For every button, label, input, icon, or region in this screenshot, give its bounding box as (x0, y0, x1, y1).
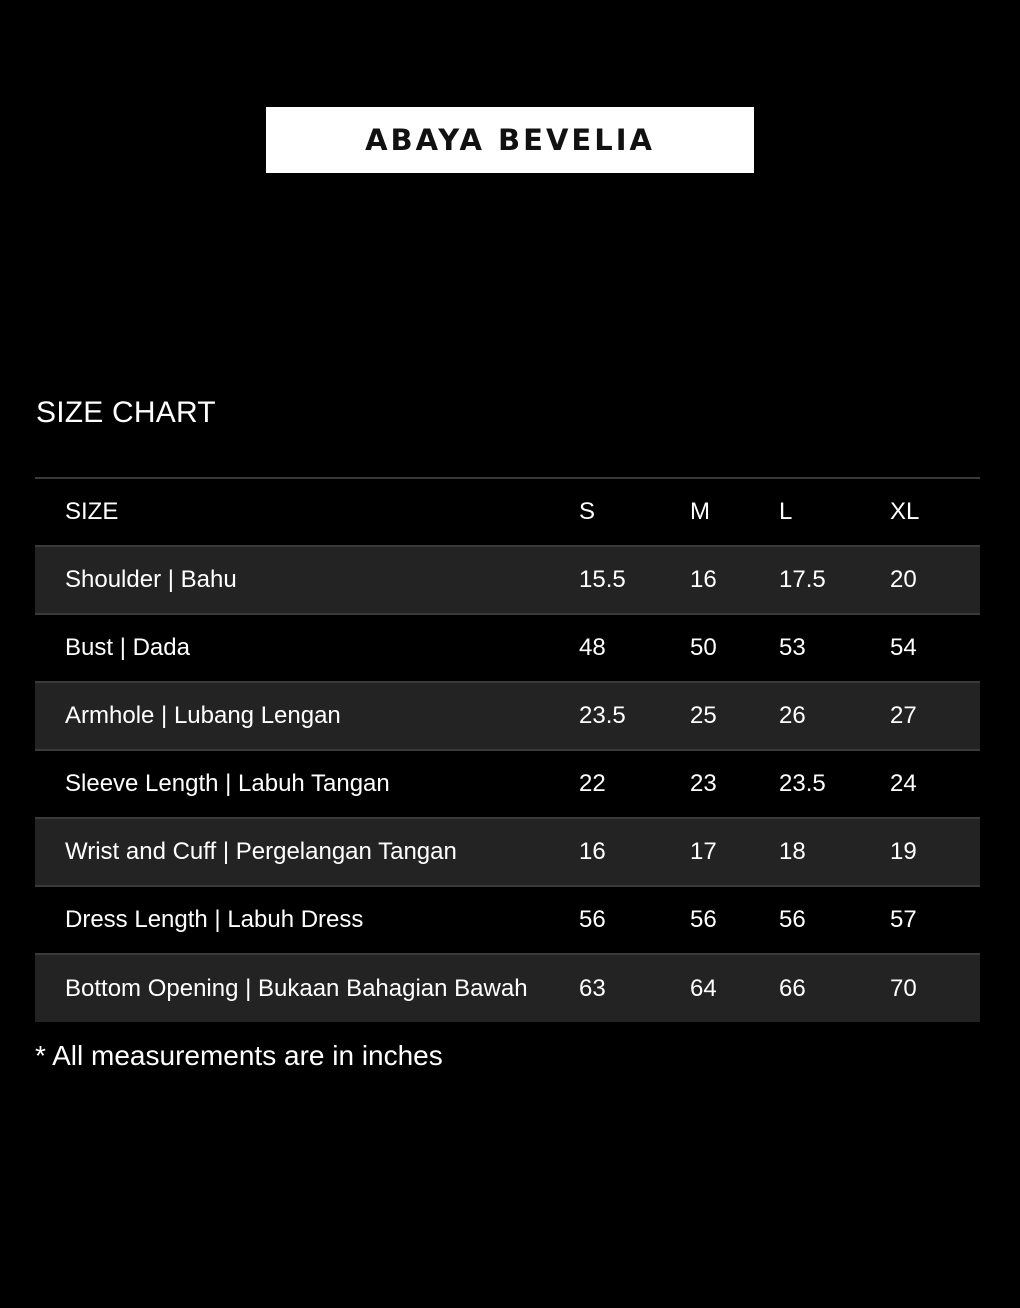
cell-m: 23 (690, 770, 717, 797)
cell-s: 16 (579, 838, 606, 865)
cell-xl: 20 (890, 566, 917, 593)
cell-l: 66 (779, 974, 806, 1002)
cell-l: 17.5 (779, 566, 826, 593)
table-row (35, 546, 980, 614)
cell-l: 53 (779, 634, 806, 661)
header-m: M (690, 498, 710, 525)
cell-s: 15.5 (579, 566, 626, 593)
table-row (35, 954, 980, 1022)
cell-m: 50 (690, 634, 717, 661)
cell-m: 16 (690, 566, 717, 593)
row-label: Wrist and Cuff | Pergelangan Tangan (65, 838, 457, 865)
table-row (35, 750, 980, 818)
cell-xl: 54 (890, 634, 917, 661)
cell-l: 18 (779, 838, 806, 865)
row-label: Bust | Dada (65, 634, 190, 661)
cell-l: 23.5 (779, 770, 826, 797)
row-label: Bottom Opening | Bukaan Bahagian Bawah (65, 974, 528, 1002)
cell-m: 64 (690, 974, 717, 1002)
size-chart-table (35, 477, 980, 1022)
row-label: Sleeve Length | Labuh Tangan (65, 770, 390, 797)
cell-xl: 70 (890, 974, 917, 1002)
cell-s: 56 (579, 906, 606, 933)
header-s: S (579, 498, 596, 525)
cell-s: 63 (579, 974, 606, 1002)
header-l: L (779, 498, 793, 525)
table-header-row (35, 478, 980, 546)
row-label: Shoulder | Bahu (65, 566, 237, 593)
brand-title: ABAYA BEVELIA (365, 123, 655, 157)
header-xl: XL (890, 498, 920, 525)
table-row (35, 818, 980, 886)
section-title: SIZE CHART (36, 396, 216, 429)
measurement-footnote: * All measurements are in inches (35, 1040, 443, 1071)
cell-s: 22 (579, 770, 606, 797)
cell-l: 26 (779, 702, 806, 729)
cell-l: 56 (779, 906, 806, 933)
table-row (35, 614, 980, 682)
table-row (35, 886, 980, 954)
cell-xl: 57 (890, 906, 917, 933)
cell-m: 25 (690, 702, 717, 729)
brand-banner (266, 107, 754, 173)
cell-s: 23.5 (579, 702, 626, 729)
cell-m: 17 (690, 838, 717, 865)
cell-xl: 27 (890, 702, 917, 729)
cell-xl: 24 (890, 770, 917, 797)
row-label: Dress Length | Labuh Dress (65, 906, 364, 933)
cell-xl: 19 (890, 838, 917, 865)
row-label: Armhole | Lubang Lengan (65, 702, 341, 729)
table-row (35, 682, 980, 750)
cell-m: 56 (690, 906, 717, 933)
cell-s: 48 (579, 634, 606, 661)
header-size: SIZE (65, 498, 119, 525)
